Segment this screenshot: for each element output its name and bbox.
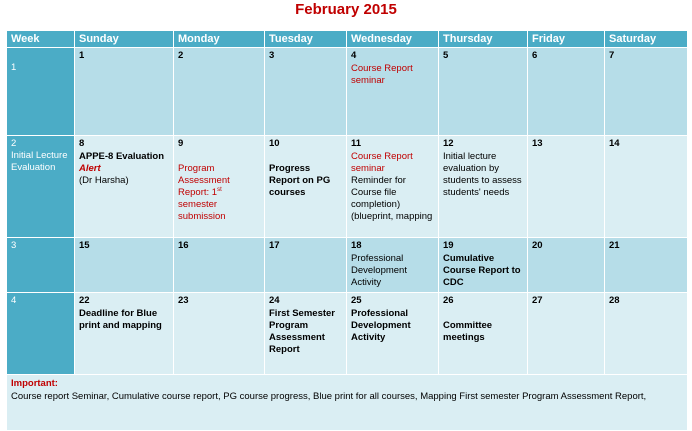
day-cell-19	[439, 238, 528, 293]
event-professional-development: Professional Development Activity	[351, 308, 411, 343]
event-committee-meetings: Committee meetings	[443, 320, 493, 343]
event-superscript: st	[217, 186, 222, 193]
day-cell-15	[75, 238, 174, 293]
day-cell-14	[605, 136, 688, 238]
day-cell-20	[528, 238, 605, 293]
day-number: 4	[351, 50, 357, 61]
day-number: 22	[79, 295, 90, 306]
day-cell-2	[174, 48, 265, 136]
week-row-3	[7, 238, 688, 293]
event-professional-development: Professional Development Activity	[351, 253, 407, 288]
event-text: Program Assessment Report: 1	[178, 163, 230, 198]
day-cell-27	[528, 293, 605, 375]
day-cell-4	[347, 48, 439, 136]
day-cell-18	[347, 238, 439, 293]
week-label: 1	[11, 62, 17, 73]
day-number: 26	[443, 295, 454, 306]
event-progress-report: Progress Report on PG courses	[269, 163, 331, 198]
week-cell-3	[7, 238, 75, 293]
day-cell-24	[265, 293, 347, 375]
day-cell-5	[439, 48, 528, 136]
header-wednesday: Wednesday	[347, 31, 439, 48]
header-row	[7, 31, 688, 48]
day-number: 10	[269, 138, 280, 149]
day-cell-8	[75, 136, 174, 238]
notes-heading: Important:	[11, 378, 58, 389]
day-cell-1	[75, 48, 174, 136]
event-first-semester-report: First Semester Program Assessment Report	[269, 308, 336, 355]
calendar-table	[6, 30, 688, 431]
week-label: 2	[11, 138, 17, 149]
alert-label: Alert	[79, 163, 101, 174]
day-number: 25	[351, 295, 362, 306]
header-sunday: Sunday	[75, 31, 174, 48]
week-cell-4	[7, 293, 75, 375]
day-cell-10	[265, 136, 347, 238]
week-row-2	[7, 136, 688, 238]
day-number: 13	[532, 138, 543, 149]
event-course-report-seminar: Course Report seminar	[351, 151, 413, 174]
event-course-report-seminar: Course Report seminar	[351, 63, 413, 86]
day-number: 15	[79, 240, 90, 251]
header-thursday: Thursday	[439, 31, 528, 48]
week-label: 4	[11, 295, 17, 306]
day-number: 2	[178, 50, 184, 61]
day-cell-23	[174, 293, 265, 375]
event-appe8-evaluation: APPE-8 Evaluation	[79, 151, 164, 162]
day-number: 19	[443, 240, 454, 251]
week-label: 3	[11, 240, 17, 251]
header-saturday: Saturday	[605, 31, 688, 48]
day-number: 18	[351, 240, 362, 251]
day-cell-21	[605, 238, 688, 293]
day-cell-7	[605, 48, 688, 136]
day-cell-25	[347, 293, 439, 375]
week-cell-1	[7, 48, 75, 136]
day-cell-3	[265, 48, 347, 136]
day-number: 3	[269, 50, 275, 61]
header-week: Week	[7, 31, 75, 48]
event-deadline-blueprint: Deadline for Blue print and mapping	[79, 308, 162, 331]
day-number: 12	[443, 138, 454, 149]
day-number: 9	[178, 138, 184, 149]
notes-text: Course report Seminar, Cumulative course report, PG course progress, Blue print for all courses, Mapping First semester Program Assessment Report,	[11, 391, 647, 402]
event-text: semester submission	[178, 199, 226, 222]
week-row-1	[7, 48, 688, 136]
week-cell-2	[7, 136, 75, 238]
day-cell-13	[528, 136, 605, 238]
day-cell-16	[174, 238, 265, 293]
day-number: 6	[532, 50, 538, 61]
day-number: 8	[79, 138, 85, 149]
day-cell-6	[528, 48, 605, 136]
day-number: 20	[532, 240, 543, 251]
day-cell-12	[439, 136, 528, 238]
day-cell-9	[174, 136, 265, 238]
day-cell-11	[347, 136, 439, 238]
day-number: 11	[351, 138, 362, 149]
event-person: (Dr Harsha)	[79, 175, 129, 186]
header-monday: Monday	[174, 31, 265, 48]
notes-row	[7, 375, 688, 431]
event-initial-lecture-evaluation: Initial lecture evaluation by students to assess students' needs	[443, 151, 522, 198]
day-number: 21	[609, 240, 620, 251]
event-program-assessment-report	[178, 163, 230, 222]
header-tuesday: Tuesday	[265, 31, 347, 48]
event-reminder: Reminder for Course file completion) (blueprint, mapping	[351, 175, 433, 222]
week-note: Initial Lecture Evaluation	[11, 150, 68, 173]
day-number: 7	[609, 50, 615, 61]
day-number: 1	[79, 50, 85, 61]
event-cumulative-course-report: Cumulative Course Report to CDC	[443, 253, 521, 288]
header-friday: Friday	[528, 31, 605, 48]
day-number: 17	[269, 240, 280, 251]
week-row-4	[7, 293, 688, 375]
day-number: 24	[269, 295, 280, 306]
day-cell-28	[605, 293, 688, 375]
day-number: 27	[532, 295, 543, 306]
day-cell-22	[75, 293, 174, 375]
day-number: 28	[609, 295, 620, 306]
day-cell-26	[439, 293, 528, 375]
day-cell-17	[265, 238, 347, 293]
notes-cell	[7, 375, 688, 431]
day-number: 23	[178, 295, 189, 306]
page-title: February 2015	[295, 1, 397, 18]
day-number: 16	[178, 240, 189, 251]
day-number: 5	[443, 50, 449, 61]
day-number: 14	[609, 138, 620, 149]
